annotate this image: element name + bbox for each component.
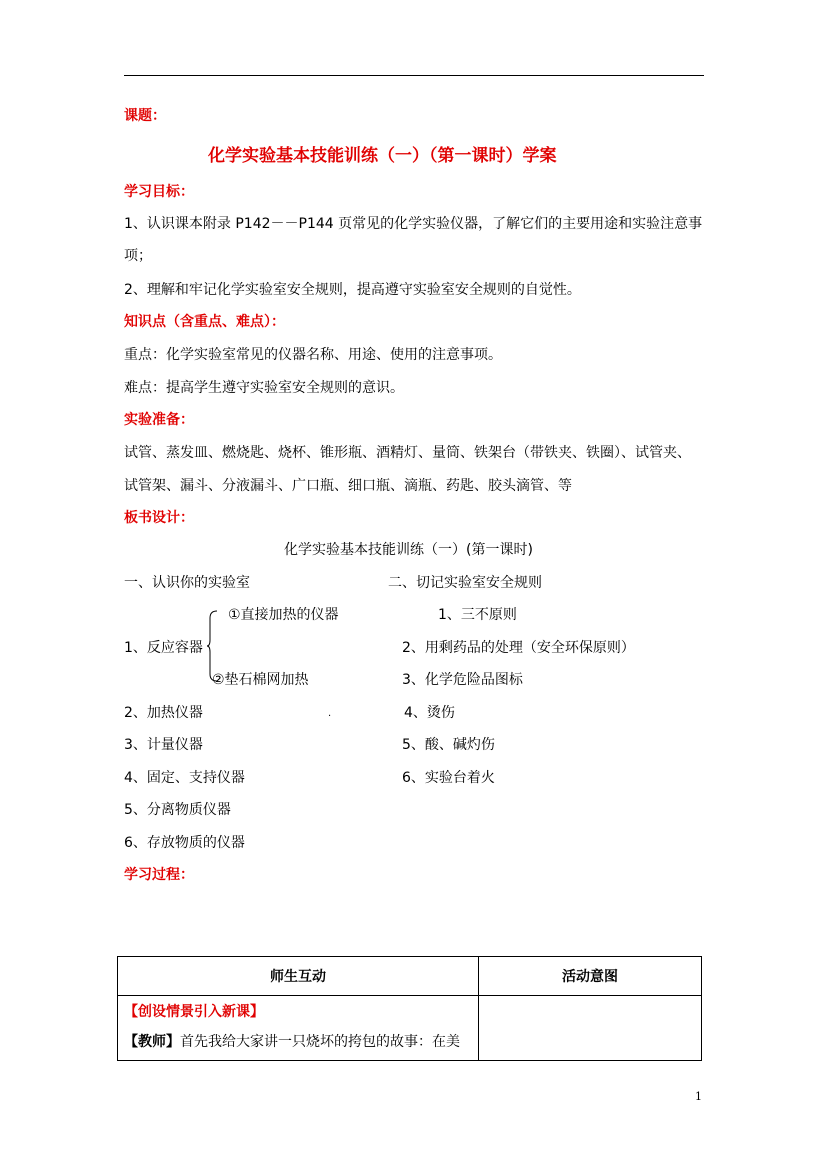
board-right-item-2: 2、用剩药品的处理（安全环保原则） bbox=[402, 640, 635, 656]
header-rule bbox=[124, 75, 704, 76]
objectives-heading: 学习目标： bbox=[124, 184, 194, 200]
objective-1-line-1: 1、认识课本附录 P142－－P144 页常见的化学实验仪器，了解它们的主要用途和实验注意事 bbox=[124, 216, 703, 232]
intro-tag-line bbox=[118, 1004, 478, 1020]
board-right-item-4: 4、烫伤 bbox=[404, 705, 455, 721]
board-left-item-2: 2、加热仪器 bbox=[124, 705, 203, 721]
teacher-line bbox=[118, 1034, 478, 1050]
key-point: 重点：化学实验室常见的仪器名称、用途、使用的注意事项。 bbox=[124, 347, 502, 363]
col-header-interaction: 师生互动 bbox=[118, 957, 479, 996]
stray-dot: . bbox=[328, 708, 332, 719]
board-right-item-5: 5、酸、碱灼伤 bbox=[402, 737, 495, 753]
topic-label: 课题： bbox=[124, 108, 166, 124]
preparation-heading: 实验准备： bbox=[124, 412, 194, 428]
intent-cell bbox=[479, 996, 702, 1061]
teacher-text: 首先我给大家讲一只烧坏的挎包的故事：在美 bbox=[180, 1034, 460, 1050]
teacher-tag: 【教师】 bbox=[124, 1034, 180, 1050]
board-right-item-1: 1、三不原则 bbox=[438, 607, 517, 623]
board-left-heading: 一、认识你的实验室 bbox=[124, 575, 250, 591]
board-sub-2: ②垫石棉网加热 bbox=[212, 672, 309, 688]
knowledge-heading: 知识点（含重点、难点）： bbox=[124, 314, 285, 330]
board-left-item-6: 6、存放物质的仪器 bbox=[124, 835, 245, 851]
intro-tag: 【创设情景引入新课】 bbox=[124, 1004, 264, 1020]
board-right-item-3: 3、化学危险品图标 bbox=[402, 672, 523, 688]
preparation-line-1: 试管、蒸发皿、燃烧匙、烧杯、锥形瓶、酒精灯、量筒、铁架台（带铁夹、铁圈）、试管夹、 bbox=[124, 445, 691, 461]
board-left-item-1: 1、反应容器 bbox=[124, 640, 203, 656]
table-header-row bbox=[118, 957, 702, 996]
preparation-line-2: 试管架、漏斗、分液漏斗、广口瓶、细口瓶、滴瓶、药匙、胶头滴管、等 bbox=[124, 478, 572, 494]
board-left-item-5: 5、分离物质仪器 bbox=[124, 802, 231, 818]
board-sub-1: ①直接加热的仪器 bbox=[228, 607, 339, 623]
board-right-heading: 二、切记实验室安全规则 bbox=[388, 575, 542, 591]
table-row bbox=[118, 996, 702, 1061]
board-left-item-4: 4、固定、支持仪器 bbox=[124, 770, 245, 786]
objective-1-line-2: 项； bbox=[124, 248, 152, 264]
page-number: 1 bbox=[695, 1090, 702, 1103]
difficulty-point: 难点：提高学生遵守实验室安全规则的意识。 bbox=[124, 380, 404, 396]
objective-2: 2、理解和牢记化学实验室安全规则，提高遵守实验室安全规则的自觉性。 bbox=[124, 282, 581, 298]
board-center-title: 化学实验基本技能训练（一）(第一课时) bbox=[284, 542, 533, 558]
board-heading: 板书设计： bbox=[124, 510, 194, 526]
process-heading: 学习过程： bbox=[124, 867, 194, 883]
interaction-cell bbox=[118, 996, 479, 1061]
process-table bbox=[117, 956, 702, 1061]
board-left-item-3: 3、计量仪器 bbox=[124, 737, 203, 753]
page-title: 化学实验基本技能训练（一）（第一课时）学案 bbox=[208, 146, 557, 166]
col-header-intent: 活动意图 bbox=[479, 957, 702, 996]
board-right-item-6: 6、实验台着火 bbox=[402, 770, 495, 786]
